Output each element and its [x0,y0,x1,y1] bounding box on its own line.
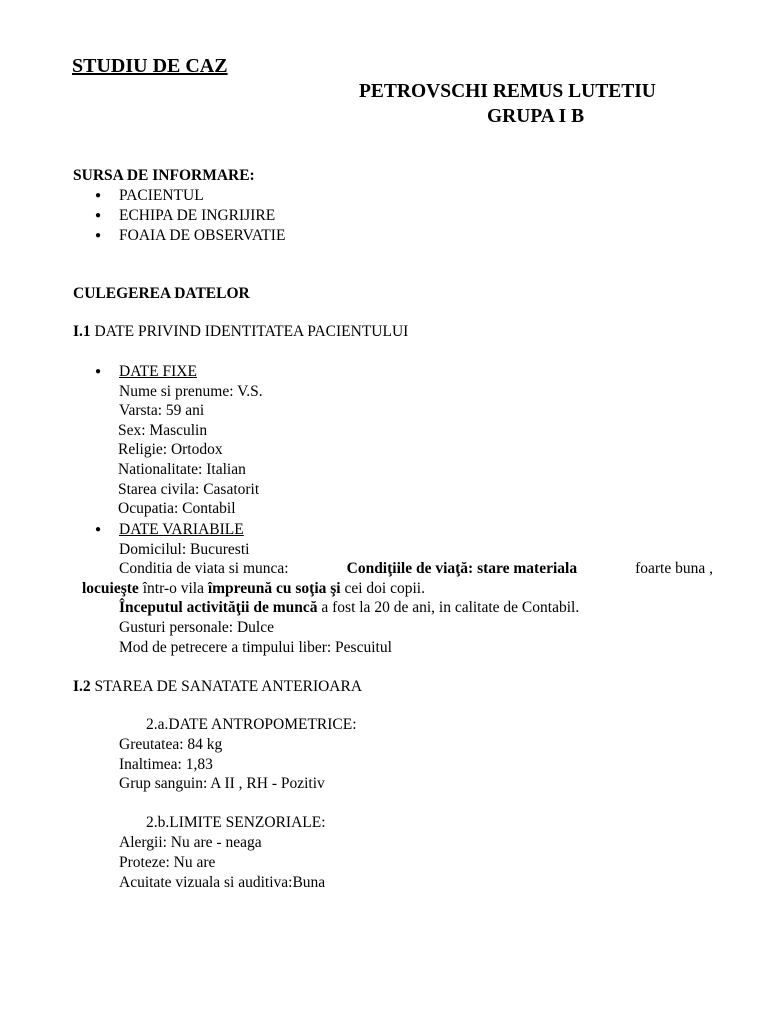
locuieste-line [82,581,425,597]
fixe-line: Sex: Masculin [118,422,208,439]
fixe-line: Nume si prenume: V.S. [119,383,263,400]
bullet-icon: ● [95,524,102,535]
timp-liber-line: Mod de petrecere a timpului liber: Pescuitul [119,639,392,656]
inceput-bold: Începutul activităţii de muncă [119,599,318,616]
antropo-line: Greutatea: 84 kg [119,736,223,753]
conditia-label: Conditia de viata si munca: [119,560,289,577]
fixe-line: Starea civila: Casatorit [118,481,260,498]
section1-heading [73,324,408,340]
date-variabile-heading: DATE VARIABILE [119,521,244,538]
domiciliu-line: Domicilul: Bucuresti [119,541,250,558]
sursa-item: FOAIA DE OBSERVATIE [119,227,286,244]
conditia-line [119,561,713,577]
section2-number: I.2 [73,678,91,695]
inceput-line [119,600,579,616]
senzor-line: Proteze: Nu are [119,854,216,871]
antropo-line: Inaltimea: 1,83 [119,756,213,773]
senzor-line: Alergii: Nu are - neaga [119,834,262,851]
fixe-line: Religie: Ortodox [118,441,223,458]
inceput-text: a fost la 20 de ani, in calitate de Contabil. [317,599,580,616]
antropo-heading: 2.a.DATE ANTROPOMETRICE: [146,716,357,733]
antropo-line: Grup sanguin: A II , RH - Pozitiv [119,775,325,792]
bullet-icon: ● [95,230,102,241]
fixe-line: Nationalitate: Italian [118,461,246,478]
sursa-heading: SURSA DE INFORMARE: [73,167,255,184]
locuieste-text: într-o vila [138,580,208,597]
document-title: STUDIU DE CAZ [72,55,228,77]
fixe-line: Varsta: 59 ani [119,402,205,419]
section1-title: DATE PRIVIND IDENTITATEA PACIENTULUI [90,323,409,340]
culegere-heading: CULEGEREA DATELOR [73,285,250,302]
fixe-line: Ocupatia: Contabil [118,500,236,517]
section2-title: STAREA DE SANATATE ANTERIOARA [90,678,363,695]
conditia-bold: Condiţiile de viaţă: stare materiala [346,560,578,577]
date-fixe-heading: DATE FIXE [119,363,197,380]
locuieste-bold-2: împreună cu soţia şi [207,580,341,597]
section1-number: I.1 [73,323,91,340]
bullet-icon: ● [95,190,102,201]
sursa-item: PACIENTUL [119,187,204,204]
senzor-heading: 2.b.LIMITE SENZORIALE: [146,814,326,831]
author-name: PETROVSCHI REMUS LUTETIU [359,81,656,102]
locuieste-text-2: cei doi copii. [340,580,425,597]
bullet-icon: ● [95,210,102,221]
bullet-icon: ● [95,366,102,377]
gusturi-line: Gusturi personale: Dulce [119,619,274,636]
group-label: GRUPA I B [487,106,585,127]
section2-heading [73,679,362,695]
sursa-item: ECHIPA DE INGRIJIRE [119,207,276,224]
locuieste-bold: locuieşte [82,580,139,597]
conditia-value: foarte buna , [635,560,713,577]
senzor-line: Acuitate vizuala si auditiva:Buna [119,874,326,891]
